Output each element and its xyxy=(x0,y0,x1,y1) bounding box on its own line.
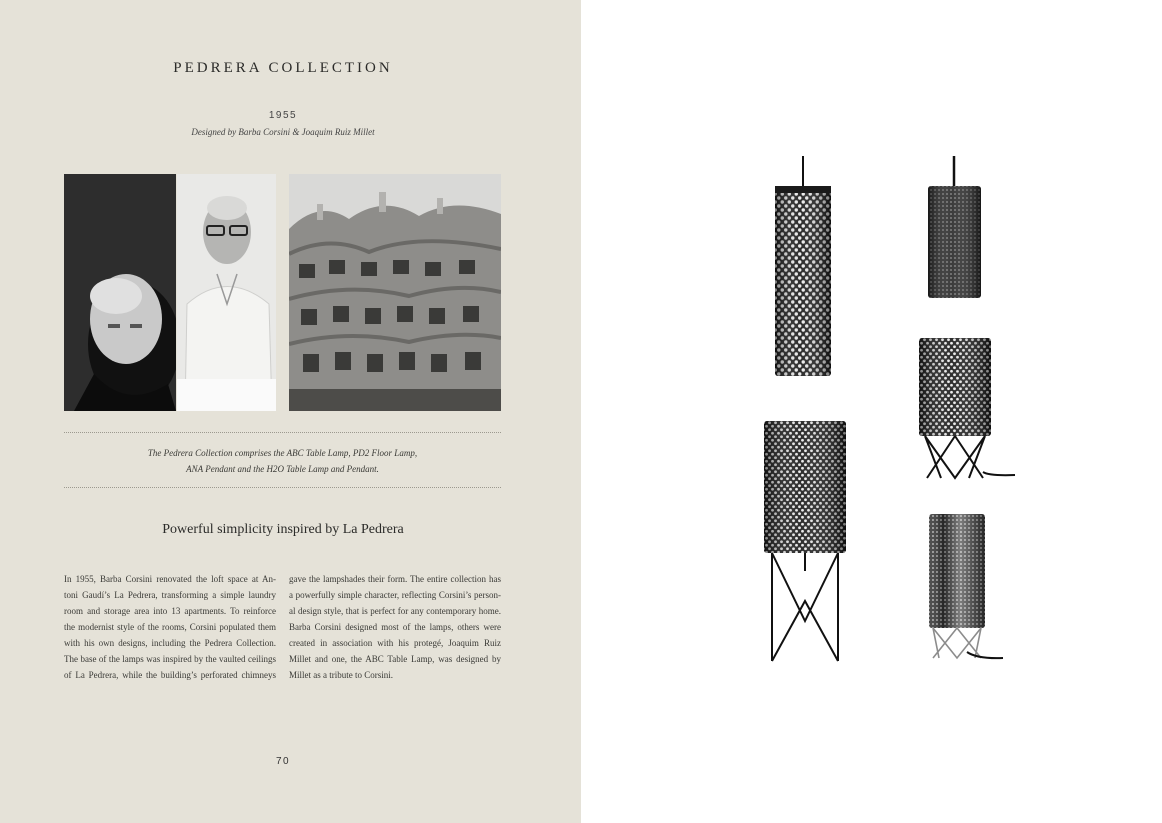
body-line: Barba Corsini designed most of the lamps, others were xyxy=(289,622,501,632)
page-title: PEDRERA COLLECTION xyxy=(173,60,393,76)
body-line: with his own designs, including the Pedrera Collection. xyxy=(64,638,276,648)
divider-bottom xyxy=(64,487,501,488)
section-heading: Powerful simplicity inspired by La Pedrera xyxy=(162,522,404,537)
body-line: a powerfully simple character, reflecting Corsini’s person- xyxy=(289,590,501,600)
body-line: Millet and one, the ABC Table Lamp, was designed by xyxy=(289,654,501,664)
designer-credit: Designed by Barba Corsini & Joaquim Ruiz Millet xyxy=(191,127,375,137)
body-line: In 1955, Barba Corsini renovated the loft space at An- xyxy=(64,574,276,584)
body-line: the modernist style of the rooms, Corsini populated them xyxy=(64,622,276,632)
lamp-pendant-tall xyxy=(770,156,836,378)
caption-line: The Pedrera Collection comprises the ABC Table Lamp, PD2 Floor Lamp, xyxy=(147,448,418,458)
lamp-table xyxy=(917,338,1017,483)
lamp-floor xyxy=(762,421,848,663)
divider-top xyxy=(64,432,501,433)
design-year: 1955 xyxy=(268,110,298,121)
body-line: room and storage area into 13 apartments. To reinforce xyxy=(64,606,276,616)
right-page xyxy=(581,0,1162,823)
photo-joaquim-ruiz-millet xyxy=(177,174,276,411)
body-line: gave the lampshades their form. The entire collection has xyxy=(289,574,501,584)
lamp-table-chrome xyxy=(927,514,1007,662)
collection-caption xyxy=(64,445,501,477)
body-column-left xyxy=(64,571,276,683)
body-column-right xyxy=(289,571,501,683)
page-number: 70 xyxy=(275,756,291,767)
body-line: al design style, that is perfect for any contemporary home. xyxy=(289,606,501,616)
body-line: The base of the lamps was inspired by the vaulted ceilings xyxy=(64,654,276,664)
caption-line: ANA Pendant and the H2O Table Lamp and Pendant. xyxy=(186,464,379,474)
body-line: of La Pedrera, while the building’s perforated chimneys xyxy=(64,670,276,680)
body-line: Millet as a tribute to Corsini. xyxy=(289,670,393,680)
body-line: toni Gaudí’s La Pedrera, transforming a simple laundry xyxy=(64,590,276,600)
photo-la-pedrera xyxy=(289,174,501,411)
photo-barba-corsini xyxy=(64,174,176,411)
body-line: created in association with his protegé, Joaquim Ruiz xyxy=(289,638,501,648)
lamp-pendant-small xyxy=(925,156,983,298)
